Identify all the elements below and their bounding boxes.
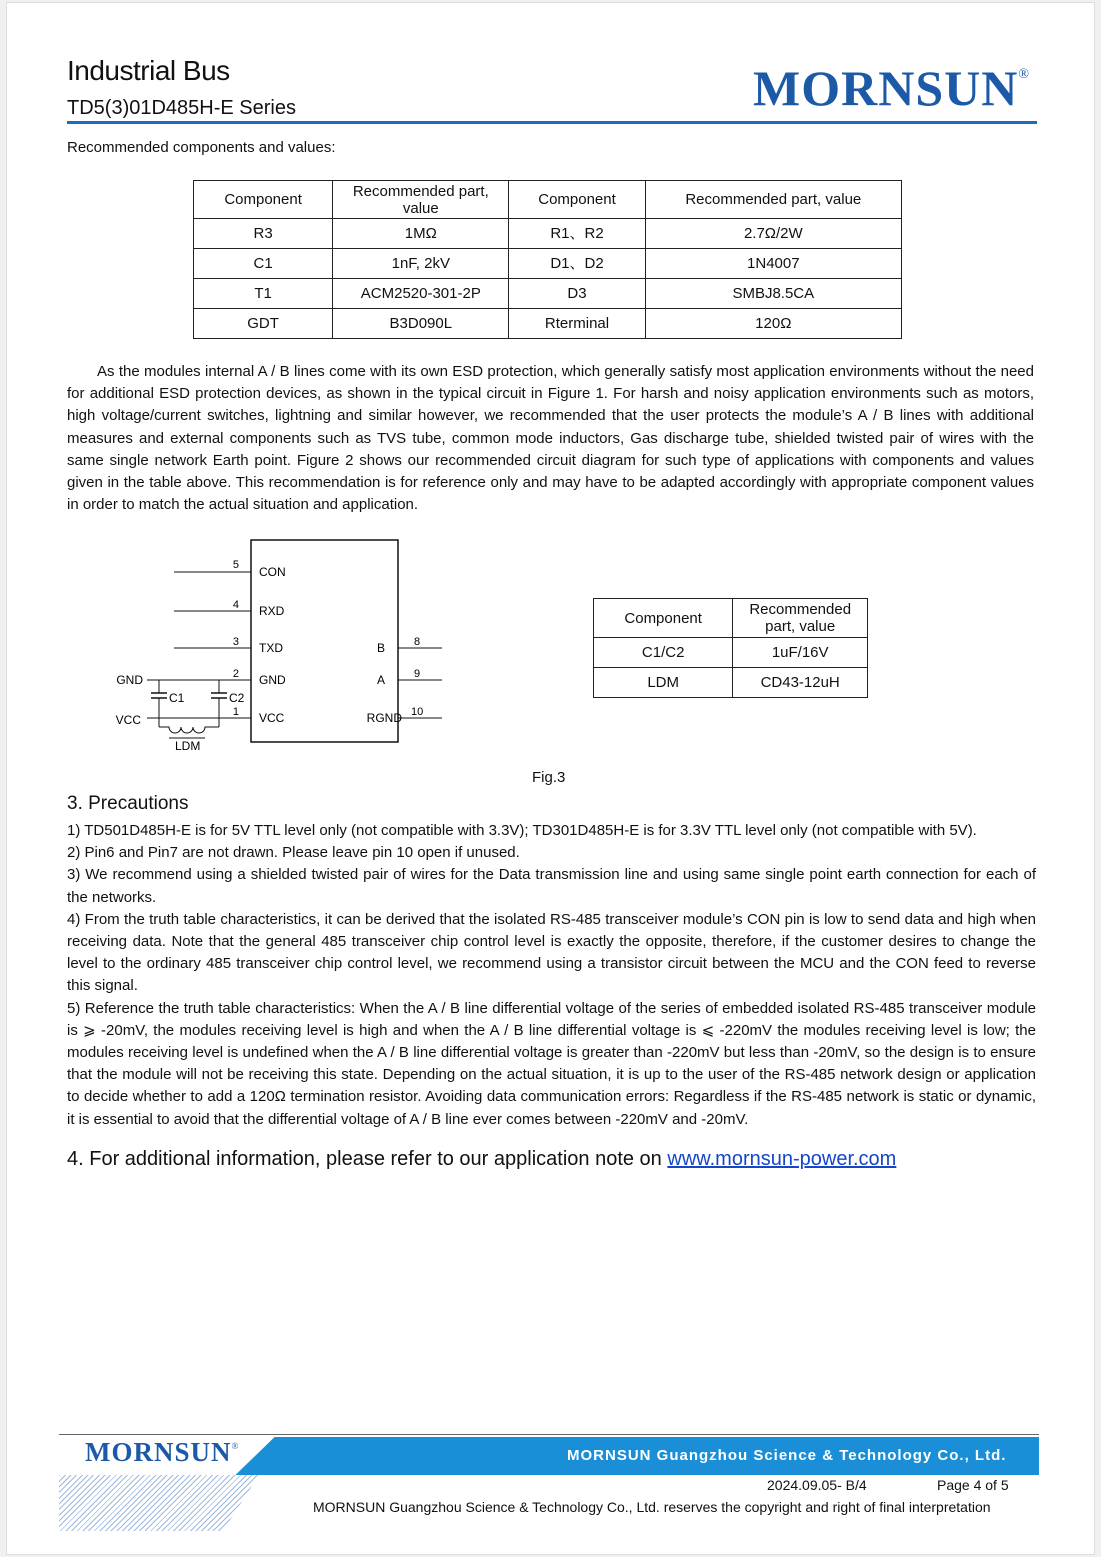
precaution-item: 5) Reference the truth table characteristics: When the A / B line differential voltage of the series of embedded isolated RS-485 transceiver module is ⩾ -20mV, the modules receiving level is high and when the A / B line differential voltage is ⩽ -220mV the modules receiving level is low; the modules receiving level is undefined when the A / B line differential voltage is greater than -220mV but less than -20mV, so the design is to ensure that the module will not be receiving this state. Depending on the actual situation, it is up to the user of the RS-485 network design or application to decide whether to add a 120Ω termination resistor. Avoiding data communication errors: Regardless if the RS-485 network is static or dynamic, it is essential to avoid that the differential voltage of A / B line ever comes between -220mV and -20mV.: [67, 999, 1036, 1128]
ext-gnd-label: GND: [116, 673, 143, 687]
precaution-item: 1) TD501D485H-E is for 5V TTL level only (not compatible with 3.3V); TD301D485H-E is for 3.3V TTL level only (not compatible with 5V).: [67, 822, 977, 839]
table-cell: B3D090L: [333, 309, 509, 339]
header-logo: [753, 59, 1030, 117]
pin-number: 8: [414, 636, 421, 648]
table-cell: C1/C2: [594, 638, 733, 668]
section-3-title: 3. Precautions: [67, 793, 189, 814]
precaution-item: 4) From the truth table characteristics, it can be derived that the isolated RS-485 transceiver module’s CON pin is low to send data and high when receiving data. Note that the general 485 transceiver chip control level is exactly the opposite, therefore, if the customer desires to change the level to the ordinary 485 transceiver chip control level, we recommend using a transistor circuit between the MCU and the CON feed to reverse this signal.: [67, 910, 1036, 995]
table-cell: D1、D2: [509, 249, 645, 279]
table-cell: R1、R2: [509, 219, 645, 249]
table-cell: D3: [509, 279, 645, 309]
pin-label: CON: [259, 565, 286, 579]
ext-vcc-label: VCC: [115, 713, 141, 727]
circuit-diagram: [97, 533, 457, 755]
pin-number: 3: [232, 636, 239, 648]
footer-date: 2024.09.05- B/4: [767, 1477, 867, 1493]
footer-page-number: Page 4 of 5: [937, 1477, 1009, 1493]
footer-divider: [59, 1434, 1039, 1435]
footer-logo-text: MORNSUN: [85, 1437, 232, 1467]
table-row: [194, 309, 902, 339]
section-4: [67, 1148, 896, 1171]
table-header-row: [594, 599, 868, 638]
diagram-components-table: [593, 598, 868, 698]
components-table: [193, 180, 902, 339]
pin-number: 4: [232, 599, 239, 611]
website-link[interactable]: www.mornsun-power.com: [667, 1148, 897, 1170]
table-row: [194, 249, 902, 279]
table-header-cell: Recommended part, value: [645, 181, 901, 219]
table-row: [594, 668, 868, 698]
precaution-item: 2) Pin6 and Pin7 are not drawn. Please leave pin 10 open if unused.: [67, 844, 520, 862]
pin-number: 10: [411, 706, 424, 718]
table-header-cell: Recommended part, value: [733, 599, 868, 638]
table-row: [194, 279, 902, 309]
table-row: [594, 638, 868, 668]
table-cell: 2.7Ω/2W: [645, 219, 901, 249]
table-row: [194, 219, 902, 249]
c2-label: C2: [229, 691, 245, 705]
logo-registered-mark: ®: [1018, 67, 1030, 82]
footer-company: MORNSUN Guangzhou Science & Technology Co., Ltd.: [567, 1447, 1007, 1464]
table-header-cell: Component: [509, 181, 645, 219]
table-cell: 1MΩ: [333, 219, 509, 249]
precautions-list: [67, 820, 1036, 1131]
pin-label: B: [376, 641, 385, 655]
pin-number: 9: [414, 668, 421, 680]
table-cell: LDM: [594, 668, 733, 698]
intro-label: Recommended components and values:: [67, 139, 336, 156]
header-series: TD5(3)01D485H-E Series: [67, 97, 296, 119]
pin-number: 5: [232, 559, 239, 571]
header-divider: [67, 121, 1037, 124]
table-cell: R3: [194, 219, 333, 249]
pin-label: RGND: [366, 711, 402, 725]
table-cell: C1: [194, 249, 333, 279]
pin-label: RXD: [259, 604, 285, 618]
pin-label: A: [376, 673, 385, 687]
header-title: Industrial Bus: [67, 55, 230, 86]
table-cell: CD43-12uH: [733, 668, 868, 698]
table-cell: 120Ω: [645, 309, 901, 339]
table-header-cell: Component: [594, 599, 733, 638]
footer-rights: MORNSUN Guangzhou Science & Technology Co., Ltd. reserves the copyright and right of final interpretation: [313, 1499, 991, 1515]
table-cell: GDT: [194, 309, 333, 339]
footer-logo-mark: ®: [231, 1441, 240, 1451]
precaution-item: 3) We recommend using a shielded twisted pair of wires for the Data transmission line and using same single point earth connection for each of the networks.: [67, 866, 1036, 906]
pin-label: TXD: [259, 641, 283, 655]
table-cell: 1uF/16V: [733, 638, 868, 668]
table-cell: T1: [194, 279, 333, 309]
table-cell: ACM2520-301-2P: [333, 279, 509, 309]
pin-number: 1: [232, 706, 239, 718]
logo-text: MORNSUN: [753, 60, 1019, 116]
c1-label: C1: [169, 691, 185, 705]
table-header-cell: Component: [194, 181, 333, 219]
ldm-coil: [159, 727, 219, 733]
table-cell: SMBJ8.5CA: [645, 279, 901, 309]
table-cell: 1N4007: [645, 249, 901, 279]
pin-label: GND: [259, 673, 286, 687]
document-page: [6, 2, 1095, 1555]
table-cell: 1nF, 2kV: [333, 249, 509, 279]
table-header-row: [194, 181, 902, 219]
ldm-label: LDM: [175, 739, 201, 753]
figure-caption: Fig.3: [532, 769, 566, 786]
pin-number: 2: [232, 668, 239, 680]
section-4-text: 4. For additional information, please refer to our application note on: [67, 1148, 668, 1170]
table-header-cell: Recommended part, value: [333, 181, 509, 219]
table-cell: Rterminal: [509, 309, 645, 339]
footer-hatch-pattern: [59, 1475, 259, 1531]
pin-label: VCC: [259, 711, 285, 725]
esd-protection-paragraph: As the modules internal A / B lines come with its own ESD protection, which generally satisfy most application environments without the need for additional ESD protection devices, as shown in the typical circuit in Figure 1. For harsh and noisy application environments such as motors, high voltage/current switches, lightning and similar however, we recommended that the user protects the module’s A / B lines with additional measures and external components such as TVS tube, common mode inductors, Gas discharge tube, shielded twisted pair of wires with the same single network Earth point. Figure 2 shows our recommended circuit diagram for such type of applications with components and values given in the table above. This recommendation is for reference only and may have to be adapted accordingly with appropriate component values in order to match the actual situation and application.: [67, 363, 1034, 514]
footer-logo: [85, 1437, 239, 1468]
